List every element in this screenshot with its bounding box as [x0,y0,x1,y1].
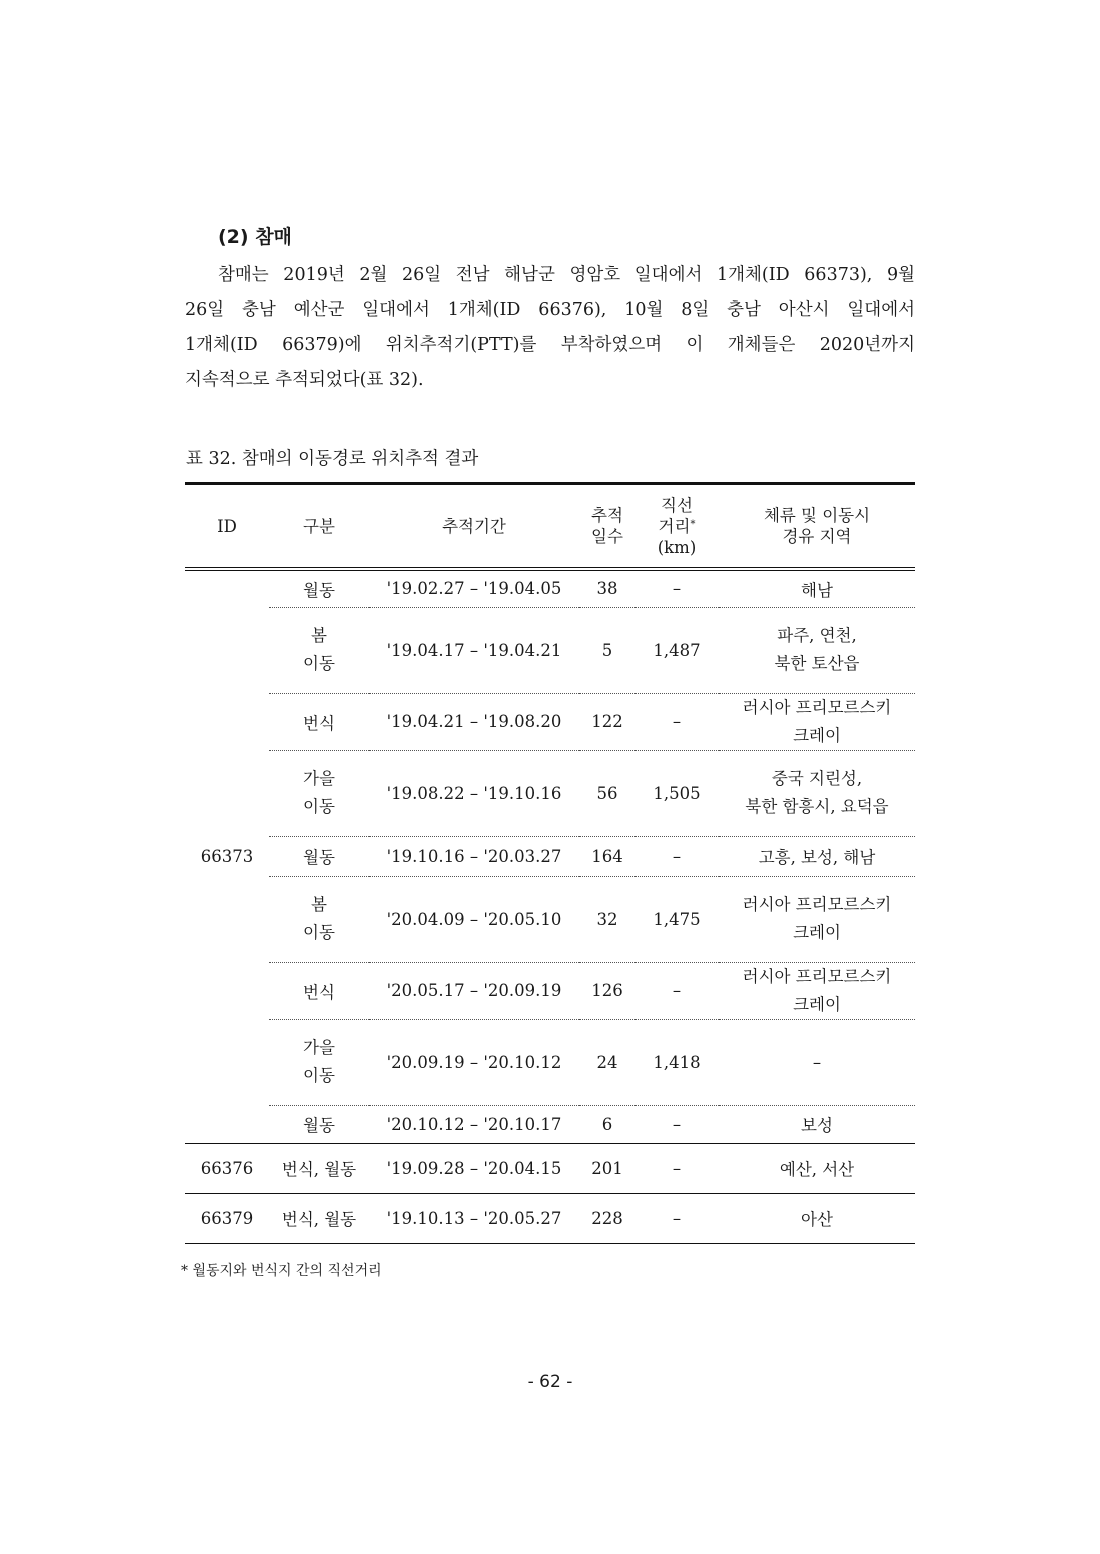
cell-days: 228 [579,1193,635,1243]
cell-region [719,750,915,836]
cell-id: 66376 [185,1143,269,1193]
table-row [185,569,915,607]
cell-line: 중국 지린성, [771,769,863,788]
cell-id: 66373 [185,569,269,1143]
paragraph-line: 참매는 2019년 2월 26일 전남 해남군 영암호 일대에서 1개체(ID 66373), 9월 [218,265,915,285]
cell-line: 북한 함흥시, 요덕읍 [745,797,889,816]
cell-distance: 1,487 [635,607,719,693]
body-paragraph [185,258,915,398]
cell-days: 164 [579,836,635,876]
header-id: ID [185,484,269,570]
cell-category: 번식 [269,693,369,750]
cell-period: '20.05.17 – '20.09.19 [369,962,579,1019]
cell-days: 56 [579,750,635,836]
cell-distance: – [635,962,719,1019]
cell-period: '20.10.12 – '20.10.17 [369,1105,579,1143]
cell-region: 보성 [719,1105,915,1143]
cell-period: '20.09.19 – '20.10.12 [369,1019,579,1105]
cell-days: 24 [579,1019,635,1105]
cell-days: 126 [579,962,635,1019]
table-row [185,1193,915,1243]
cell-category: 월동 [269,569,369,607]
header-distance-line: 직선 [661,495,693,515]
cell-region [719,693,915,750]
cell-line: 크레이 [793,994,841,1014]
cell-line: 봄 [311,626,327,645]
header-distance-line [635,516,719,537]
cell-category: 월동 [269,836,369,876]
page-number: - 62 - [527,1372,573,1392]
cell-region [719,962,915,1019]
cell-line: 크레이 [793,725,841,745]
cell-region: 해남 [719,569,915,607]
cell-category [269,1019,369,1105]
table-header-row [185,484,915,570]
cell-distance: – [635,1105,719,1143]
header-distance [635,484,719,570]
header-category: 구분 [269,484,369,570]
cell-distance: – [635,569,719,607]
cell-days: 122 [579,693,635,750]
cell-line: 이동 [303,797,335,816]
cell-id: 66379 [185,1193,269,1243]
cell-line: 가을 [303,769,335,788]
header-distance-text: 거리 [658,516,691,536]
cell-days: 38 [579,569,635,607]
table-row [185,1143,915,1193]
cell-line: 파주, 연천, [777,626,857,645]
header-period: 추적기간 [369,484,579,570]
cell-period: '19.04.17 – '19.04.21 [369,607,579,693]
table-row [185,962,915,1019]
cell-line: 이동 [303,1066,335,1085]
cell-period: '19.04.21 – '19.08.20 [369,693,579,750]
header-region-line: 체류 및 이동시 [763,506,871,525]
table-row [185,607,915,693]
table-caption: 표 32. 참매의 이동경로 위치추적 결과 [186,449,479,469]
tracking-results-table [185,482,915,1244]
cell-line: 이동 [303,923,335,942]
cell-distance: – [635,1193,719,1243]
cell-line: 북한 토산읍 [774,654,860,673]
cell-line: 크레이 [793,923,841,942]
paragraph-line: 지속적으로 추적되었다(표 32). [185,370,424,390]
cell-category: 월동 [269,1105,369,1143]
table-row [185,1019,915,1105]
cell-region [719,607,915,693]
cell-period: '19.08.22 – '19.10.16 [369,750,579,836]
table-row [185,693,915,750]
cell-line: 러시아 프리모르스키 [742,697,892,717]
cell-distance: 1,418 [635,1019,719,1105]
cell-category [269,607,369,693]
cell-region: 아산 [719,1193,915,1243]
cell-region: 예산, 서산 [719,1143,915,1193]
cell-category [269,750,369,836]
table-row [185,836,915,876]
paragraph-line: 26일 충남 예산군 일대에서 1개체(ID 66376), 10월 8일 충남 아산시 일대에서 [185,300,915,320]
cell-category: 번식, 월동 [269,1143,369,1193]
table-footnote: * 월동지와 번식지 간의 직선거리 [181,1263,382,1279]
cell-days: 32 [579,876,635,962]
cell-days: 5 [579,607,635,693]
cell-period: '19.10.13 – '20.05.27 [369,1193,579,1243]
cell-line: 러시아 프리모르스키 [742,966,892,986]
cell-region: – [719,1019,915,1105]
cell-distance: – [635,836,719,876]
cell-distance: 1,475 [635,876,719,962]
table-row [185,750,915,836]
header-region [719,484,915,570]
cell-category [269,876,369,962]
footnote-marker: * [690,518,696,530]
header-days [579,484,635,570]
cell-line: 가을 [303,1038,335,1057]
cell-region: 고흥, 보성, 해남 [719,836,915,876]
cell-period: '20.04.09 – '20.05.10 [369,876,579,962]
cell-period: '19.02.27 – '19.04.05 [369,569,579,607]
cell-line: 이동 [303,654,335,673]
paragraph-line: 1개체(ID 66379)에 위치추적기(PTT)를 부착하였으며 이 개체들은 2020년까지 [185,335,915,355]
cell-days: 201 [579,1143,635,1193]
cell-distance: 1,505 [635,750,719,836]
cell-line: 러시아 프리모르스키 [742,895,892,914]
cell-distance: – [635,693,719,750]
table-row [185,876,915,962]
header-days-line: 추적 [591,506,623,525]
cell-category: 번식 [269,962,369,1019]
table-row [185,1105,915,1143]
cell-period: '19.10.16 – '20.03.27 [369,836,579,876]
section-title: (2) 참매 [218,226,292,248]
cell-region [719,876,915,962]
cell-category: 번식, 월동 [269,1193,369,1243]
header-region-line: 경유 지역 [782,527,852,546]
cell-line: 봄 [311,895,327,914]
cell-distance: – [635,1143,719,1193]
cell-days: 6 [579,1105,635,1143]
header-distance-line: (km) [657,537,697,557]
cell-period: '19.09.28 – '20.04.15 [369,1143,579,1193]
header-days-line: 일수 [591,527,623,546]
